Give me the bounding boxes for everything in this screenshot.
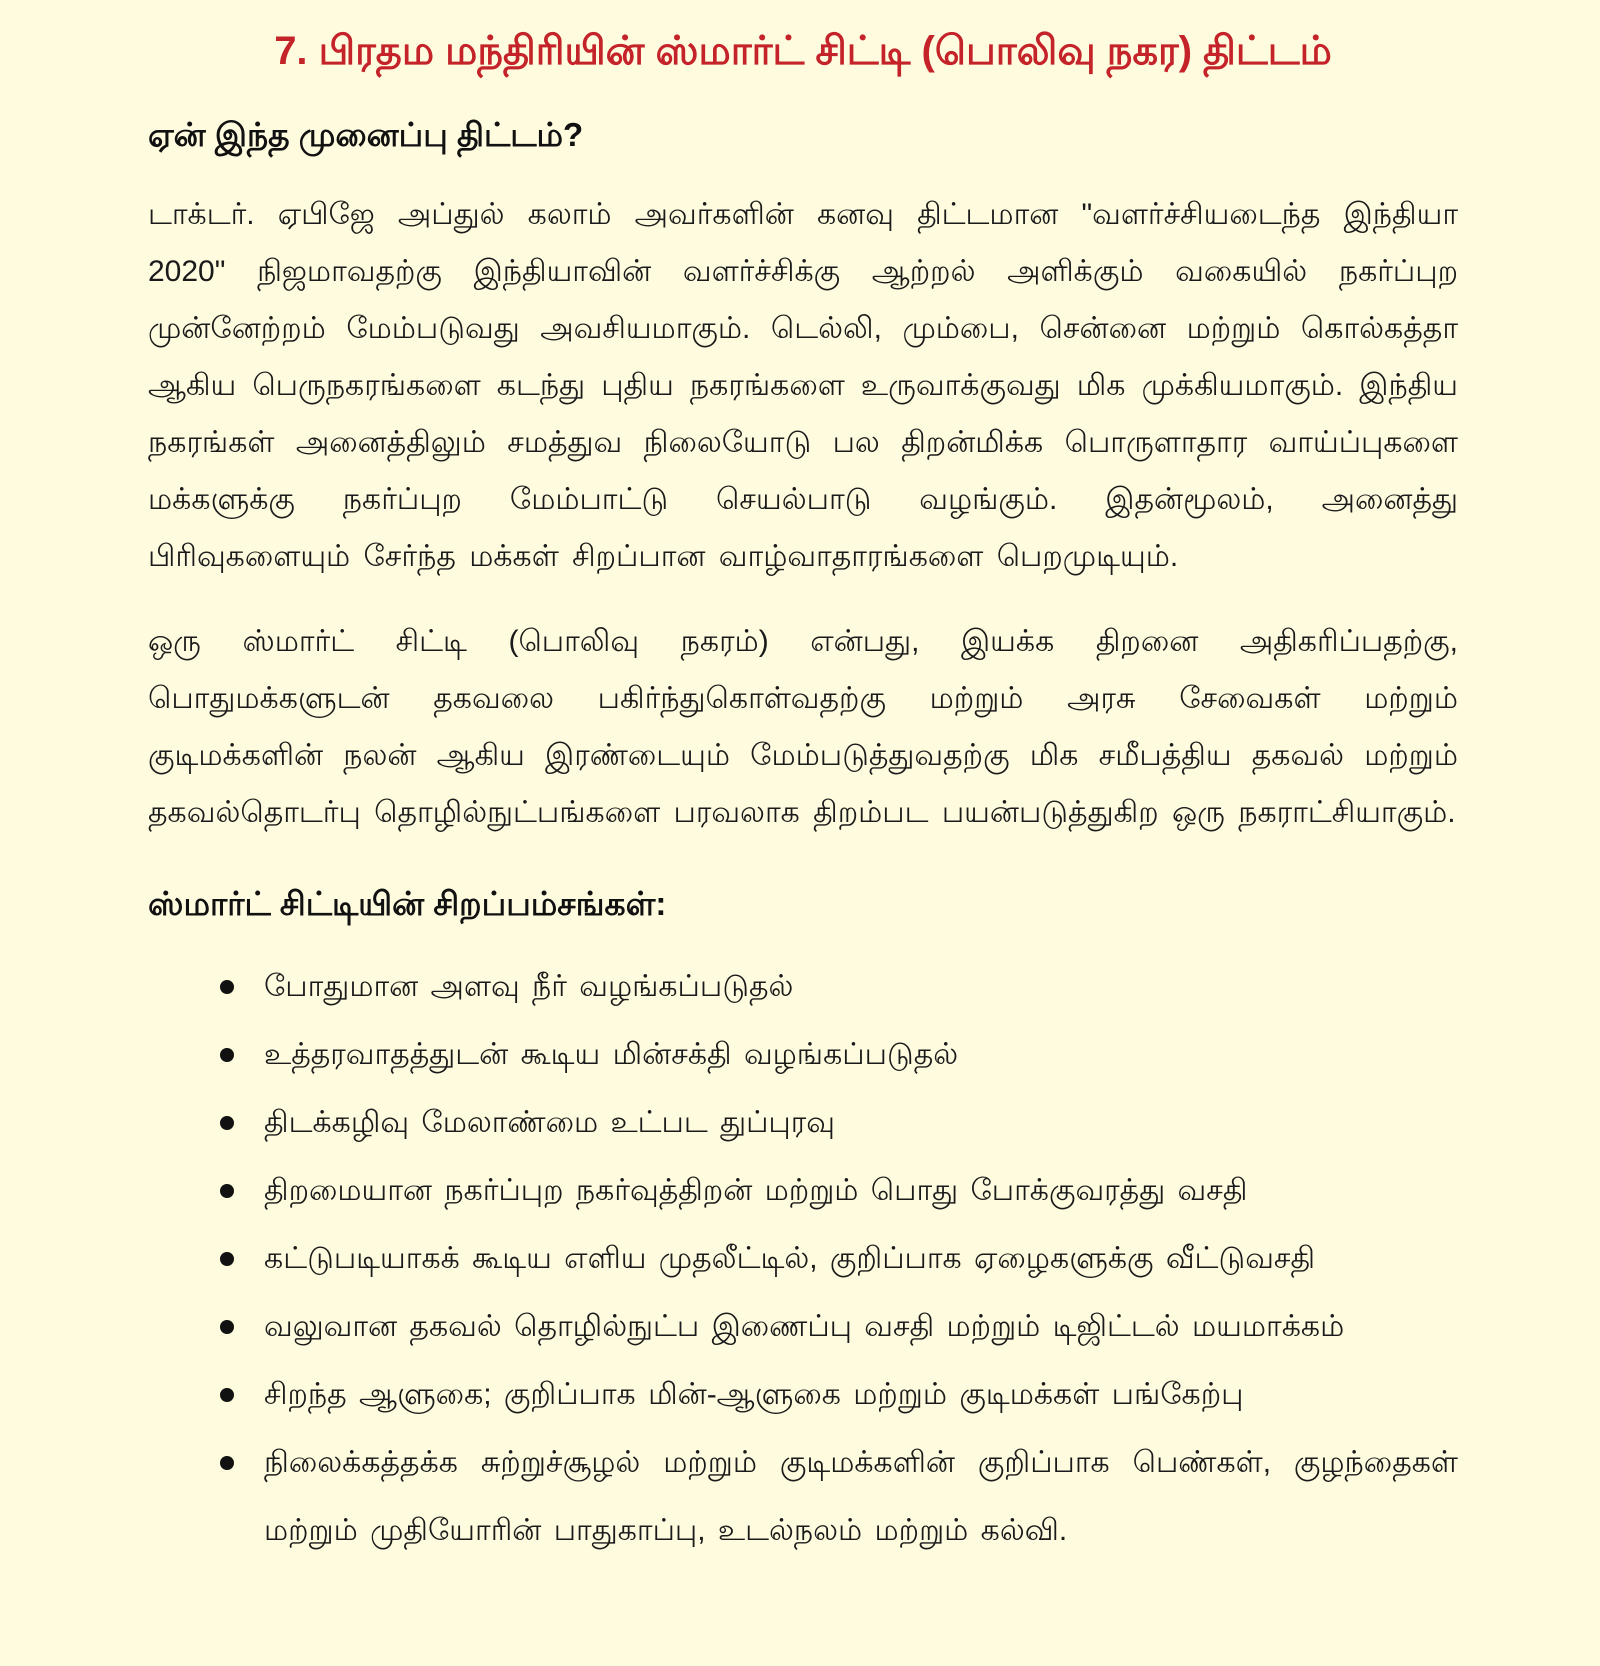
bullet-icon: [220, 980, 234, 994]
bullet-icon: [220, 1456, 234, 1470]
list-item: [148, 1225, 1458, 1293]
paragraph-smart-city-definition: ஒரு ஸ்மார்ட் சிட்டி (பொலிவு நகரம்) என்பது, இயக்க திறனை அதிகரிப்பதற்கு, பொதுமக்களுடன் தகவலை பகிர்ந்துகொள்வதற்கு மற்றும் அரசு சேவைகள் மற்றும் குடிமக்களின் நலன் ஆகிய இரண்டையும் மேம்படுத்துவதற்கு மிக சமீபத்திய தகவல் மற்றும் தகவல்தொடர்பு தொழில்நுட்பங்களை பரவலாக திறம்பட பயன்படுத்துகிற ஒரு நகராட்சியாகும்.: [148, 625, 1458, 829]
page-title: 7. பிரதம மந்திரியின் ஸ்மார்ட் சிட்டி (பொலிவு நகர) திட்டம்: [274, 29, 1332, 73]
list-item: [148, 953, 1458, 1021]
list-item: [148, 1429, 1458, 1565]
list-item: [148, 1293, 1458, 1361]
list-item-text: திறமையான நகர்ப்புற நகர்வுத்திறன் மற்றும் பொது போக்குவரத்து வசதி: [264, 1174, 1248, 1207]
list-item: [148, 1157, 1458, 1225]
feature-list: [148, 953, 1458, 1565]
bullet-icon: [220, 1320, 234, 1334]
list-item-text: போதுமான அளவு நீர் வழங்கப்படுதல்: [264, 970, 794, 1003]
bullet-icon: [220, 1252, 234, 1266]
list-item: [148, 1361, 1458, 1429]
list-item-text: உத்தரவாதத்துடன் கூடிய மின்சக்தி வழங்கப்படுதல்: [264, 1038, 959, 1071]
bullet-icon: [220, 1184, 234, 1198]
section-heading-features: ஸ்மார்ட் சிட்டியின் சிறப்பம்சங்கள்:: [148, 885, 667, 922]
list-item-text: கட்டுபடியாகக் கூடிய எளிய முதலீட்டில், குறிப்பாக ஏழைகளுக்கு வீட்டுவசதி: [264, 1242, 1316, 1275]
section-heading-why: ஏன் இந்த முனைப்பு திட்டம்?: [148, 116, 584, 153]
bullet-icon: [220, 1048, 234, 1062]
bullet-icon: [220, 1388, 234, 1402]
bullet-icon: [220, 1116, 234, 1130]
list-item-text: வலுவான தகவல் தொழில்நுட்ப இணைப்பு வசதி மற்றும் டிஜிட்டல் மயமாக்கம்: [264, 1310, 1345, 1343]
list-item-text: சிறந்த ஆளுகை; குறிப்பாக மின்-ஆளுகை மற்றும் குடிமக்கள் பங்கேற்பு: [264, 1378, 1244, 1411]
list-item: [148, 1021, 1458, 1089]
list-item: [148, 1089, 1458, 1157]
list-item-text: நிலைக்கத்தக்க சுற்றுச்சூழல் மற்றும் குடிமக்களின் குறிப்பாக பெண்கள், குழந்தைகள் மற்றும் முதியோரின் பாதுகாப்பு, உடல்நலம் மற்றும் கல்வி.: [264, 1446, 1458, 1547]
paragraph-vision: டாக்டர். ஏபிஜே அப்துல் கலாம் அவர்களின் கனவு திட்டமான "வளர்ச்சியடைந்த இந்தியா 2020" நிஜமாவதற்கு இந்தியாவின் வளர்ச்சிக்கு ஆற்றல் அளிக்கும் வகையில் நகர்ப்புற முன்னேற்றம் மேம்படுவது அவசியமாகும். டெல்லி, மும்பை, சென்னை மற்றும் கொல்கத்தா ஆகிய பெருநகரங்களை கடந்து புதிய நகரங்களை உருவாக்குவது மிக முக்கியமாகும். இந்திய நகரங்கள் அனைத்திலும் சமத்துவ நிலையோடு பல திறன்மிக்க பொருளாதார வாய்ப்புகளை மக்களுக்கு நகர்ப்புற மேம்பாட்டு செயல்பாடு வழங்கும். இதன்மூலம், அனைத்து பிரிவுகளையும் சேர்ந்த மக்கள் சிறப்பான வாழ்வாதாரங்களை பெறமுடியும்.: [148, 198, 1458, 573]
list-item-text: திடக்கழிவு மேலாண்மை உட்பட துப்புரவு: [264, 1106, 835, 1139]
